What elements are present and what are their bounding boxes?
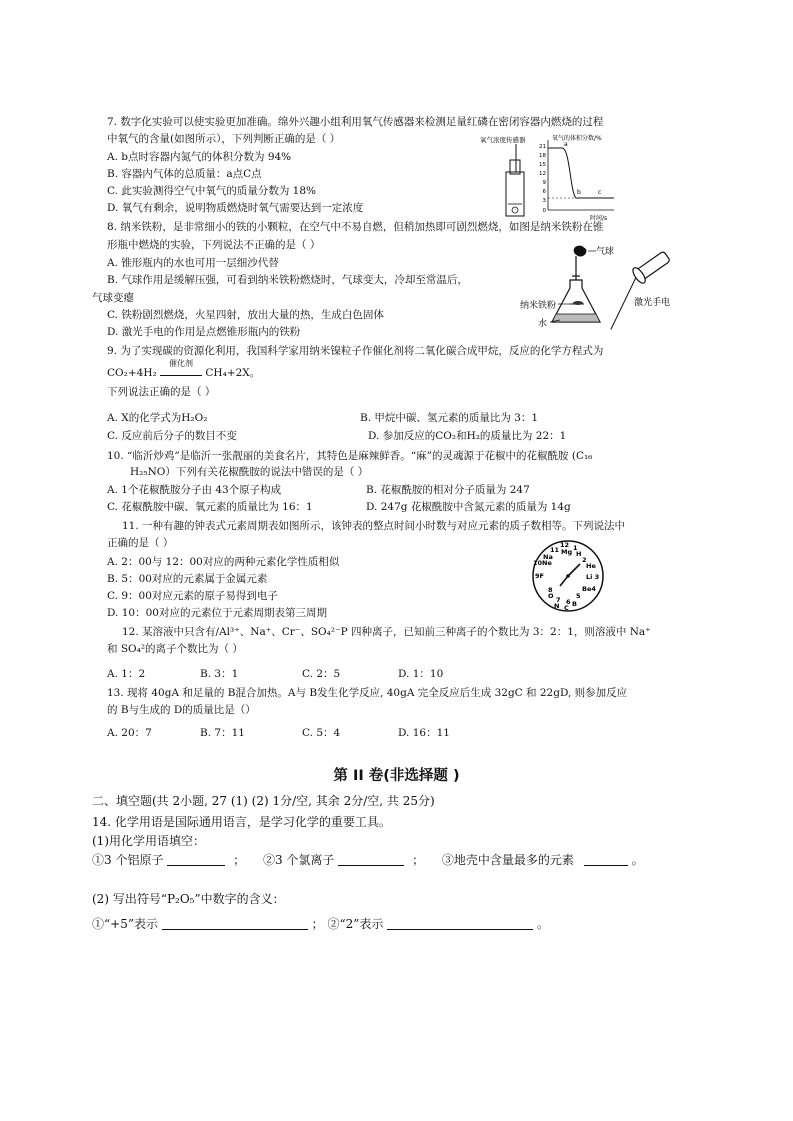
- eq-arrow: [160, 359, 202, 376]
- q10-option-a: A. 1个花椒酰胺分子由 43个原子构成: [107, 484, 282, 496]
- q12-option-b: B. 3：1: [200, 668, 239, 680]
- q10-option-b: B. 花椒酰胺的相对分子质量为 247: [366, 484, 530, 496]
- y-tick-12: 12: [539, 171, 546, 177]
- x-axis-label: 时间/s: [590, 215, 608, 222]
- q12-stem-line1: 12. 某溶液中只含有/Al³⁺、Na⁺、Cr⁻、SO₄²⁻P 四种离子，已知前三种离子的个数比为 3：2：1，则溶液中 Na⁺: [122, 626, 651, 638]
- clock-8: 8: [548, 586, 553, 594]
- q14-1c-label: ③地壳中含量最多的元素: [441, 853, 574, 867]
- clock-ne: 10Ne: [533, 559, 552, 567]
- q9-equation: [107, 359, 261, 380]
- q10-stem-line2: H₂₅NO）下列有关花椒酰胺的说法中错误的是（ ）: [130, 466, 369, 478]
- q14-1b-label: ②3 个氯离子: [262, 853, 335, 867]
- oxygen-sensor-figure: [478, 132, 618, 222]
- y-tick-3: 3: [542, 198, 546, 204]
- q9-option-a: A. X的化学式为H₂O₂: [107, 412, 208, 424]
- q12-stem-line2: 和 SO₄²的离子个数比为（ ）: [107, 643, 243, 655]
- q7-option-a: A. b点时容器内氮气的体积分数为 94%: [107, 151, 292, 163]
- eq-right: CH₄+2X。: [205, 367, 261, 379]
- point-c-label: c: [598, 189, 602, 196]
- clock-b: B: [572, 600, 577, 608]
- clock-n: N: [554, 602, 560, 610]
- clock-mg: Mg: [561, 548, 573, 556]
- q14-1a-answer-blank[interactable]: [167, 853, 225, 866]
- q9-stem-line1: 9. 为了实现碳的资源化利用，我国科学家用纳米镍粒子作催化剂将二氧化碳合成甲烷，反应的化学方程式为: [107, 345, 604, 357]
- q8-stem-line1: 8. 纳米铁粉，是非常细小的铁的小颗粒，在空气中不易自燃，但稍加热即可剧烈燃烧，如图是纳米铁粉在锥: [107, 221, 604, 233]
- q10-option-c: C. 花椒酰胺中碳、氧元素的质量比为 16：1: [107, 501, 313, 513]
- clock-1: 1: [573, 544, 578, 552]
- chart-title: 氧气的体积分数/%: [552, 135, 602, 142]
- eq-left: CO₂+4H₂: [107, 367, 157, 379]
- y-tick-15: 15: [539, 162, 546, 168]
- q8-option-c: C. 铁粉剧烈燃烧，火星四射，放出大量的热，生成白色固体: [107, 309, 384, 321]
- q12-option-d: D. 1：10: [398, 668, 444, 680]
- y-tick-6: 6: [542, 189, 546, 195]
- clock-he: He: [586, 562, 596, 570]
- part2-title: 第 II 卷(非选择题 ): [333, 768, 460, 784]
- q7-option-b: B. 容器内气体的总质量：a点C点: [107, 168, 262, 180]
- q11-option-d: D. 10：00对应的元素位于元素周期表第三周期: [107, 607, 327, 619]
- q13-stem-line2: 的 B与生成的 D的质量比是（）: [107, 704, 256, 716]
- clock-c: C: [564, 604, 569, 612]
- y-tick-21: 21: [539, 144, 546, 150]
- q14-part2-row: [92, 917, 549, 931]
- q9-option-c: C. 反应前后分子的数目不变: [107, 430, 237, 442]
- clock-11: 11: [550, 546, 560, 554]
- q7-stem-line2: 中氧气的含量(如图所示），下列判断正确的是（ ）: [107, 133, 341, 145]
- q11-stem-line1: 11. 一种有趣的钟表式元素周期表如图所示，该钟表的整点时间小时数与对应元素的质子数相等。下列说法中: [122, 520, 626, 532]
- q8-stem-line2: 形瓶中燃烧的实验，下列说法不正确的是（ ）: [107, 239, 321, 251]
- section-heading: 二、填空题(共 2小题, 27 (1) (2) 1分/空, 其余 2分/空, 共 25分): [92, 794, 435, 808]
- q14-1b-answer-blank[interactable]: [338, 853, 404, 866]
- q9-stem-line3: 下列说法正确的是（ ）: [107, 386, 216, 398]
- sensor-label: 氧气浓度传感器: [480, 136, 526, 144]
- iron-powder-flask-figure: [512, 240, 692, 332]
- q13-stem-line1: 13. 现将 40gA 和足量的 B混合加热。A与 B发生化学反应, 40gA 完全反应后生成 32gC 和 22gD, 则参加反应: [107, 687, 628, 699]
- laser-label: 激光手电: [634, 298, 671, 308]
- q14-part1-prompt: (1)用化学用语填空：: [92, 834, 205, 848]
- q13-option-a: A. 20：7: [107, 727, 152, 739]
- iron-label: 纳米铁粉: [520, 301, 557, 311]
- q14-1a-semicolon: ；: [233, 853, 246, 867]
- clock-6: 6: [566, 598, 571, 606]
- q10-option-d: D. 247g 花椒酰胺中含氮元素的质量为 14g: [366, 501, 571, 513]
- q14-1b-semicolon: ；: [412, 853, 425, 867]
- q8-option-b-line1: B. 气球作用是缓解压强，可看到纳米铁粉燃烧时，气球变大，冷却至常温后，: [107, 274, 468, 286]
- q7-stem-line1: 7. 数字化实验可以使实验更加准确。绵外兴趣小组利用氧气传感器来检测足量红磷在密闭容器内燃烧的过程: [107, 116, 604, 128]
- q7-option-d: D. 氧气有剩余，说明物质燃烧时氧气需要达到一定浓度: [107, 202, 364, 214]
- q13-option-c: C. 5：4: [302, 727, 341, 739]
- q14-1c-period: 。: [631, 853, 644, 867]
- q13-option-b: B. 7：11: [200, 727, 245, 739]
- q9-option-b: B. 甲烷中碳、氢元素的质量比为 3：1: [360, 412, 539, 424]
- clock-li: Li 3: [586, 573, 600, 581]
- y-tick-9: 9: [542, 180, 546, 186]
- q14-2a-label: ①“+5”表示: [92, 917, 158, 931]
- q14-2b-label: ②“2”表示: [327, 917, 384, 931]
- clock-7: 7: [556, 596, 561, 604]
- y-tick-18: 18: [539, 153, 546, 159]
- q10-stem-line1: 10. “临沂炒鸡”是临沂一张靓丽的美食名片，其特色是麻辣鲜香。“麻”的灵魂源于花椒中的花椒酰胺 (C₁₆: [107, 450, 593, 462]
- q8-option-a: A. 锥形瓶内的水也可用一层细沙代替: [107, 257, 279, 269]
- q14-part2-prompt: (2) 写出符号“P₂O₅”中数字的含义：: [92, 892, 285, 906]
- q8-option-b-line2: 气球变瘪: [92, 292, 134, 304]
- q14-intro: 14. 化学用语是国际通用语言，是学习化学的重要工具。: [92, 815, 391, 829]
- q7-option-c: C. 此实验测得空气中氧气的质量分数为 18%: [107, 185, 317, 197]
- q14-1c-answer-blank[interactable]: [584, 853, 628, 866]
- clock-h: H: [576, 550, 582, 558]
- q14-2a-answer-blank[interactable]: [162, 917, 308, 930]
- balloon-label: 气球: [596, 247, 615, 257]
- clock-12: 12: [560, 541, 570, 549]
- q8-option-d: D. 激光手电的作用是点燃锥形瓶内的铁粉: [107, 326, 301, 338]
- q11-option-b: B. 5：00对应的元素属于金属元素: [107, 573, 268, 585]
- q13-option-d: D. 16：11: [398, 727, 450, 739]
- q14-2a-semicolon: ；: [311, 917, 324, 931]
- q14-1a-label: ①3 个铝原子: [92, 853, 164, 867]
- q14-2b-period: 。: [537, 917, 550, 931]
- q11-option-a: A. 2：00与 12：00对应的两种元素化学性质相似: [107, 556, 340, 568]
- water-label: 水: [538, 319, 548, 329]
- clock-2: 2: [582, 556, 587, 564]
- q12-option-c: C. 2：5: [302, 668, 341, 680]
- clock-f: 9F: [535, 572, 544, 580]
- origin-label: 0: [542, 208, 546, 214]
- clock-be: Be4: [582, 585, 596, 593]
- q14-2b-answer-blank[interactable]: [387, 917, 533, 930]
- q9-option-d: D. 参加反应的CO₂和H₂的质量比为 22：1: [368, 430, 567, 442]
- q12-option-a: A. 1：2: [107, 668, 146, 680]
- q11-option-c: C. 9：00对应元素的原子易得到电子: [107, 590, 278, 602]
- clock-na: Na: [543, 553, 553, 561]
- element-clock-figure: [530, 538, 606, 614]
- q14-part1-row: [92, 853, 644, 867]
- clock-o: O: [548, 592, 554, 600]
- point-b-label: b: [577, 189, 581, 196]
- q11-stem-line2: 正确的是（ ）: [107, 537, 174, 549]
- catalyst-label: 催化剂: [169, 359, 194, 368]
- point-a-label: a: [564, 141, 568, 148]
- clock-5: 5: [576, 592, 581, 600]
